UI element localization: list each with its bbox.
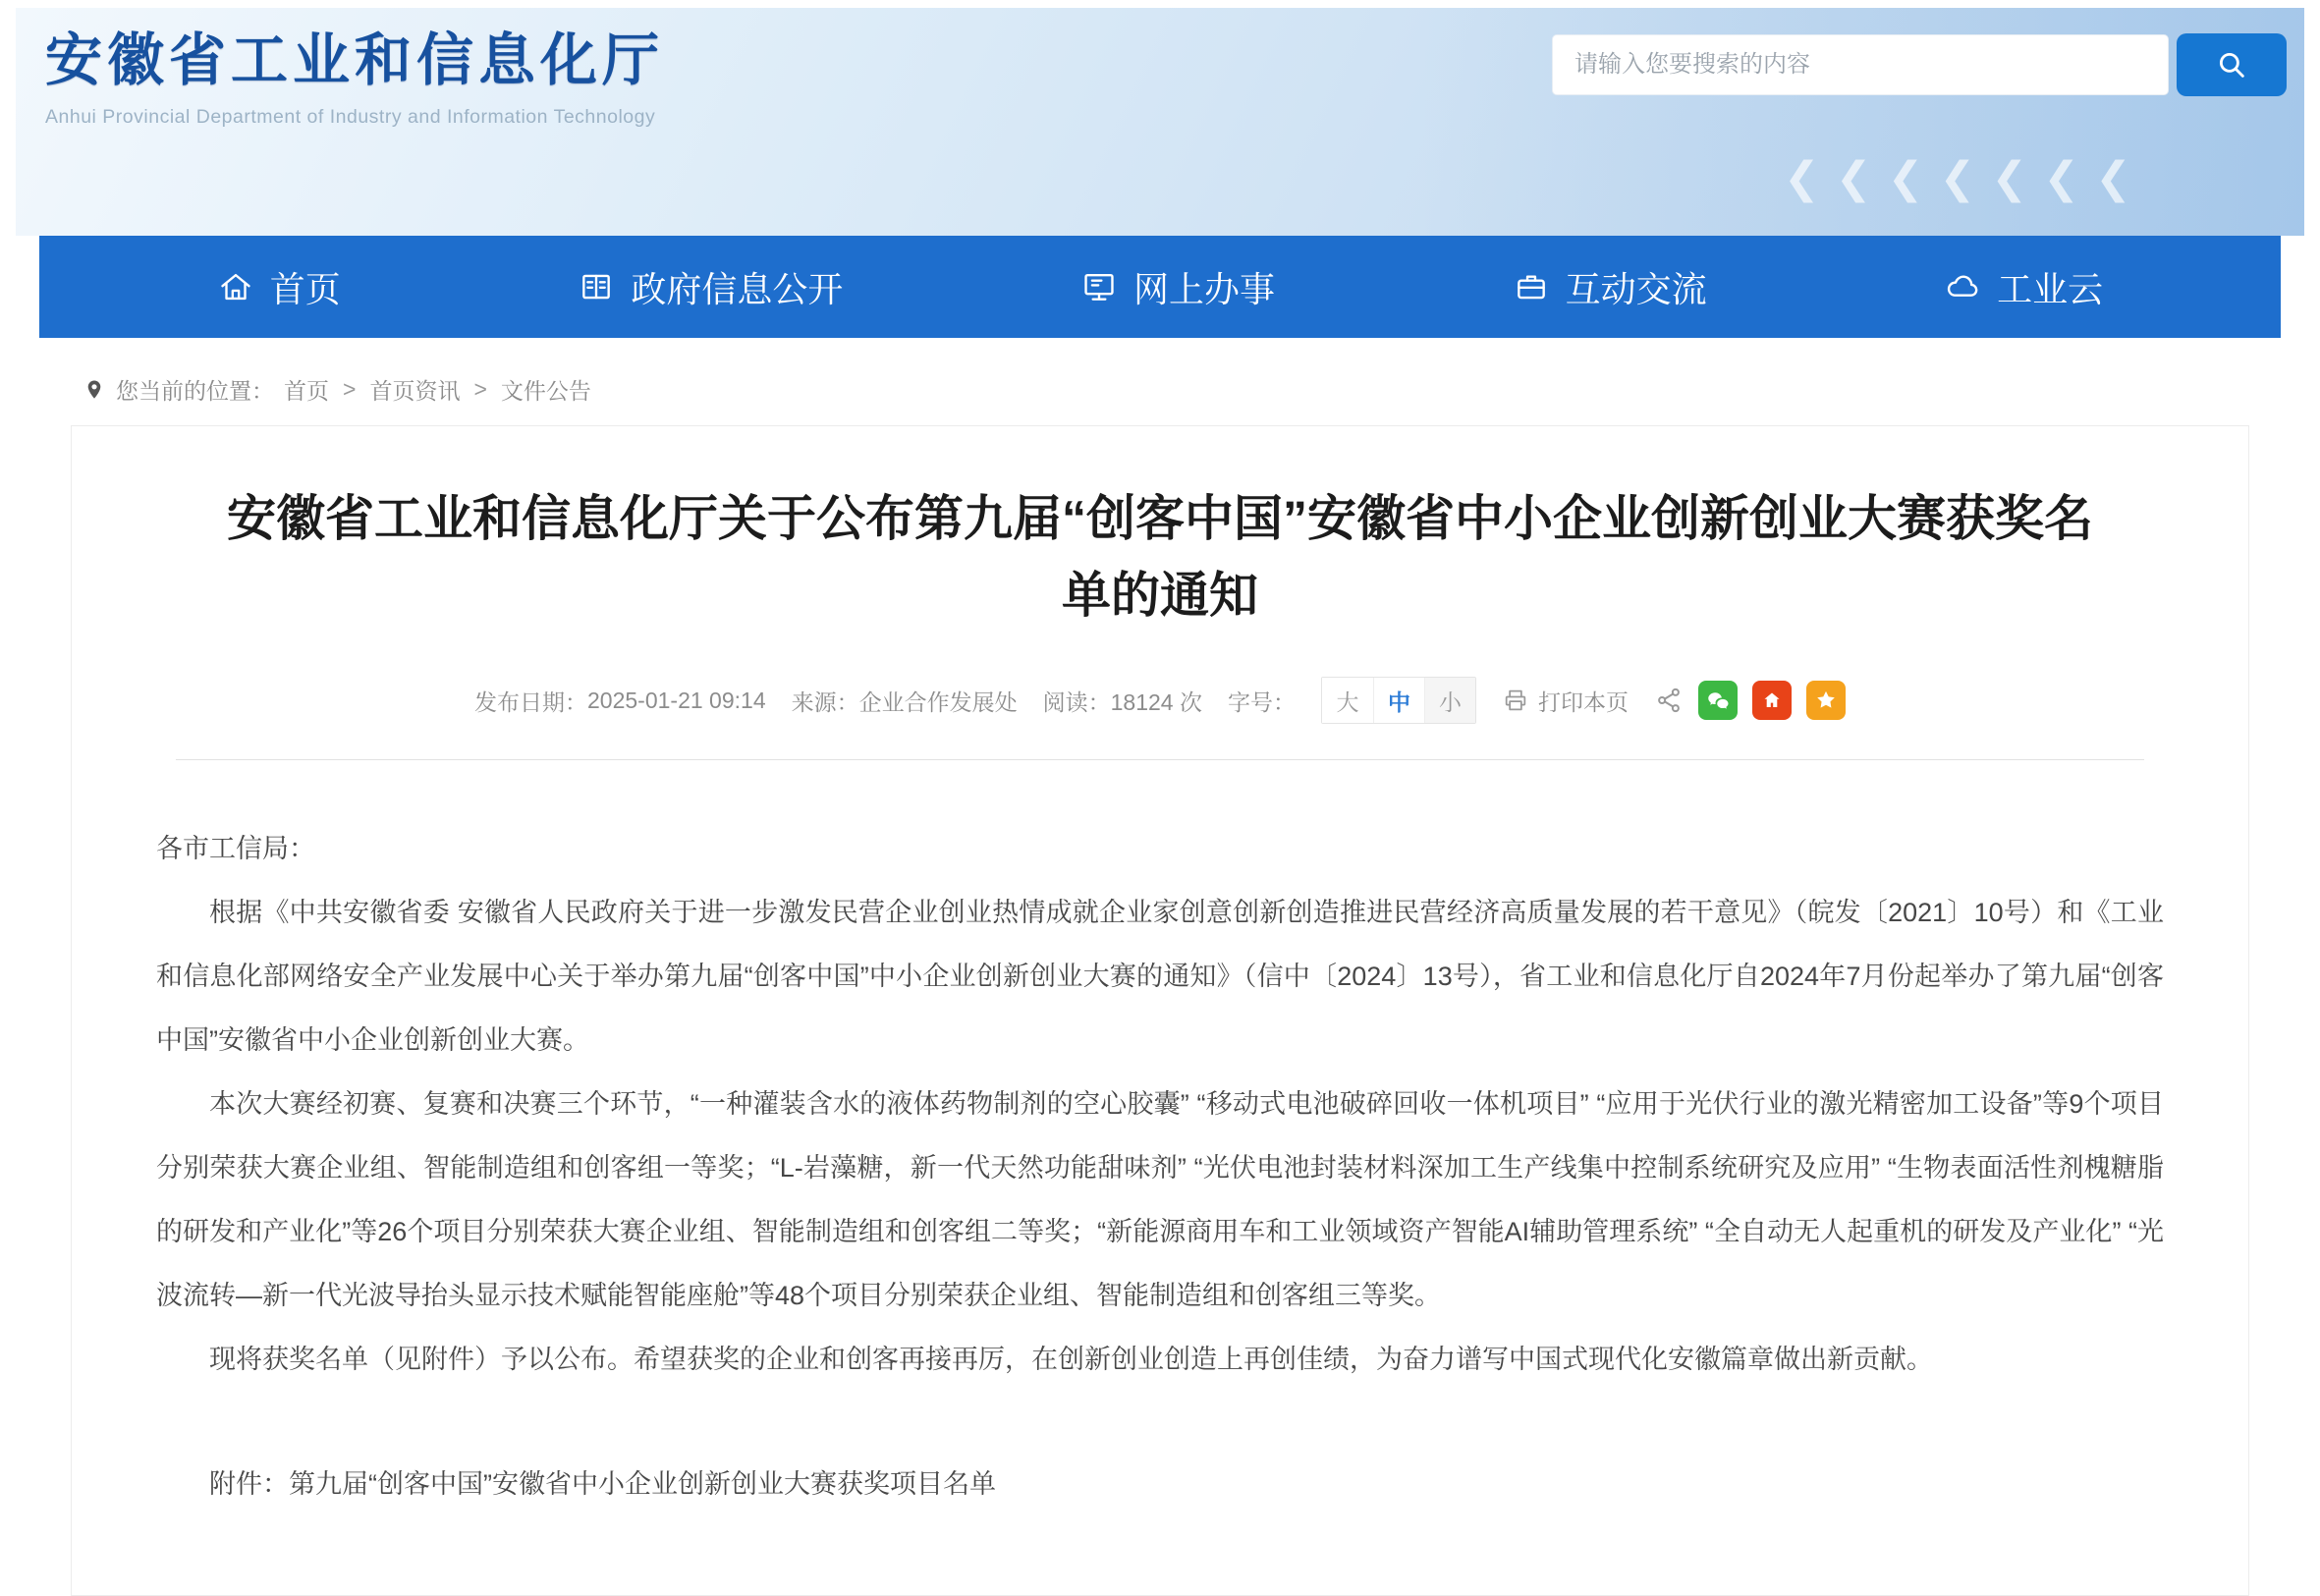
fontsize-switcher — [1321, 677, 1476, 724]
article-body — [156, 817, 2164, 1516]
site-header — [16, 8, 2304, 236]
home-icon — [217, 268, 254, 305]
home-share-button[interactable] — [1752, 681, 1792, 720]
industry-cloud-icon — [1944, 268, 1981, 305]
breadcrumb-prefix: 您当前的位置： — [116, 378, 274, 404]
printer-icon — [1502, 687, 1529, 714]
breadcrumb-link-notices[interactable]: 文件公告 — [500, 378, 591, 404]
site-subtitle: Anhui Provincial Department of Industry and Information Technology — [45, 106, 656, 128]
publish-date: 发布日期： 2025-01-21 09:14 — [474, 687, 766, 715]
favorite-share-button[interactable] — [1806, 681, 1846, 720]
location-pin-icon — [83, 378, 106, 402]
view-count: 阅读： 18124 次 — [1042, 688, 1202, 715]
search-bar — [1552, 33, 2287, 96]
nav-item-label: 工业云 — [1997, 268, 2104, 309]
online-services-icon — [1080, 268, 1118, 305]
nav-item-gov-info[interactable] — [578, 262, 843, 312]
print-button[interactable] — [1502, 685, 1629, 717]
share-bar — [1654, 681, 1846, 720]
info-disclosure-icon — [578, 268, 615, 305]
nav-item-label: 网上办事 — [1132, 268, 1275, 309]
interaction-icon — [1513, 268, 1550, 305]
header-chevron-decoration — [1784, 153, 2147, 203]
attachment-line: 附件：第九届“创客中国”安徽省中小企业创新创业大赛获奖项目名单 — [209, 1469, 996, 1499]
paragraph-awards: 本次大赛经初赛、复赛和决赛三个环节，“一种灌装含水的液体药物制剂的空心胶囊” “移动式电池破碎回收一体机项目” “应用于光伏行业的激光精密加工设备”等9个项目分别荣获大赛企业组、智能制造组和创客组一等奖；“L-岩藻糖，新一代天然功能甜味剂” “光伏电池封装材料深加工生产线集中控制系统研究及应用” “生物表面活性剂槐糖脂的研发和产业化”等26个项目分别荣获大赛企业组、智能制造组和创客组二等奖；“新能源商用车和工业领域资产智能AI辅助管理系统” “全自动无人起重机的研发及产业化” “光波流转—新一代光波导抬头显示技术赋能智能座舱”等48个项目分别荣获企业组、智能制造组和创客组三等奖。 — [156, 1089, 2164, 1310]
meta-divider — [176, 759, 2143, 760]
nav-item-interaction[interactable] — [1513, 262, 1707, 312]
source: 来源： 企业合作发展处 — [791, 688, 1018, 715]
search-icon — [2215, 48, 2248, 82]
site-title: 安徽省工业和信息化厅 — [45, 28, 665, 92]
breadcrumb — [83, 373, 2320, 406]
article-meta — [156, 677, 2164, 724]
salutation: 各市工信局： — [156, 834, 315, 863]
nav-item-label: 政府信息公开 — [631, 268, 844, 309]
nav-item-label: 互动交流 — [1565, 268, 1707, 309]
breadcrumb-separator: > — [473, 376, 487, 402]
article-title: 安徽省工业和信息化厅关于公布第九届“创客中国”安徽省中小企业创新创业大赛获奖名单的通知 — [227, 491, 2093, 623]
breadcrumb-link-news[interactable]: 首页资讯 — [369, 378, 461, 404]
wechat-share-button[interactable] — [1698, 681, 1738, 720]
breadcrumb-link-home[interactable]: 首页 — [284, 378, 329, 404]
article-card — [71, 425, 2249, 1596]
breadcrumb-separator: > — [343, 376, 357, 402]
star-icon — [1813, 688, 1839, 713]
share-nodes-icon[interactable] — [1654, 686, 1684, 715]
nav-item-online-services[interactable] — [1080, 262, 1275, 312]
nav-item-industry-cloud[interactable] — [1944, 262, 2103, 312]
search-input[interactable] — [1552, 34, 2169, 95]
search-button[interactable] — [2177, 33, 2287, 96]
nav-item-label: 首页 — [269, 268, 341, 309]
nav-item-home[interactable] — [217, 262, 341, 312]
fontsize-large-button[interactable]: 大 — [1322, 678, 1373, 723]
print-label: 打印本页 — [1537, 688, 1629, 715]
fontsize-medium-button[interactable]: 中 — [1373, 678, 1424, 723]
fontsize-small-button[interactable]: 小 — [1424, 678, 1475, 723]
main-nav — [39, 236, 2281, 338]
paragraph-basis: 根据《中共安徽省委 安徽省人民政府关于进一步激发民营企业创业热情成就企业家创意创新创造推进民营经济高质量发展的若干意见》（皖发〔2021〕10号）和《工业和信息化部网络安全产业发展中心关于举办第九届“创客中国”中小企业创新创业大赛的通知》（信中〔2024〕13号），省工业和信息化厅自2024年7月份起举办了第九届“创客中国”安徽省中小企业创新创业大赛。 — [156, 898, 2164, 1055]
paragraph-announcement: 现将获奖名单（见附件）予以公布。希望获奖的企业和创客再接再厉，在创新创业创造上再创佳绩，为奋力谱写中国式现代化安徽篇章做出新贡献。 — [209, 1345, 1933, 1374]
home-share-icon — [1760, 688, 1784, 712]
site-logo[interactable] — [45, 14, 664, 129]
fontsize-label: 字号： — [1227, 688, 1296, 715]
wechat-icon — [1705, 688, 1731, 713]
